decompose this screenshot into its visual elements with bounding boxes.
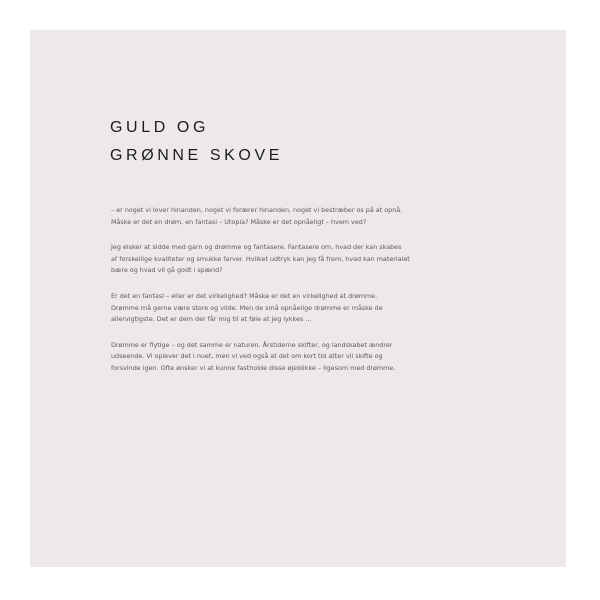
paragraph-1	[111, 205, 431, 228]
paragraph-3	[111, 291, 431, 326]
paragraph-2	[111, 242, 431, 277]
paragraph-line: Drømme er flytige – og det samme er naturen. Årstiderne skifter, og landskabet ændrer	[111, 340, 393, 349]
body-text	[111, 205, 431, 389]
paragraph-line: udseende. Vi oplever det i nuet, men vi ved også at det om kort tid atter vil skifte og	[111, 352, 383, 361]
title-line-1: GULD OG	[110, 119, 209, 136]
paragraph-line: Er det en fantasi – eller er det virkelighed? Måske er det en virkelighed at drømme.	[111, 291, 378, 300]
paragraph-line: allervigtigste. Det er dem der får mig til at føle at jeg lykkes …	[111, 315, 312, 324]
page-title	[110, 114, 283, 170]
paragraph-line: Måske er det en drøm, en fantasi – Utopia? Måske er det opnåeligt – hvem ved?	[111, 217, 367, 226]
title-line-2: GRØNNE SKOVE	[110, 147, 284, 164]
paragraph-line: af forskellige kvaliteter og smukke farver. Hvilket udtryk kan jeg få frem, hvad kan materialet	[111, 254, 410, 263]
paragraph-line: forsvinde igen. Ofte ønsker vi at kunne fastholde disse øjeblikke – ligesom med drømme.	[111, 363, 396, 372]
paragraph-line: bære og hvad vil gå godt i spænd?	[111, 266, 223, 275]
paragraph-line: Jeg elsker at sidde med garn og drømme og fantasere. Fantasere om, hvad der kan skabes	[111, 243, 402, 252]
paragraph-line: Drømme må gerne være store og vilde. Men de små opnåelige drømme er måske de	[111, 303, 383, 312]
paragraph-line: – er noget vi lover hinanden, noget vi forærer hinanden, noget vi bestræber os på at opnå.	[111, 206, 403, 214]
paragraph-4	[111, 340, 431, 375]
